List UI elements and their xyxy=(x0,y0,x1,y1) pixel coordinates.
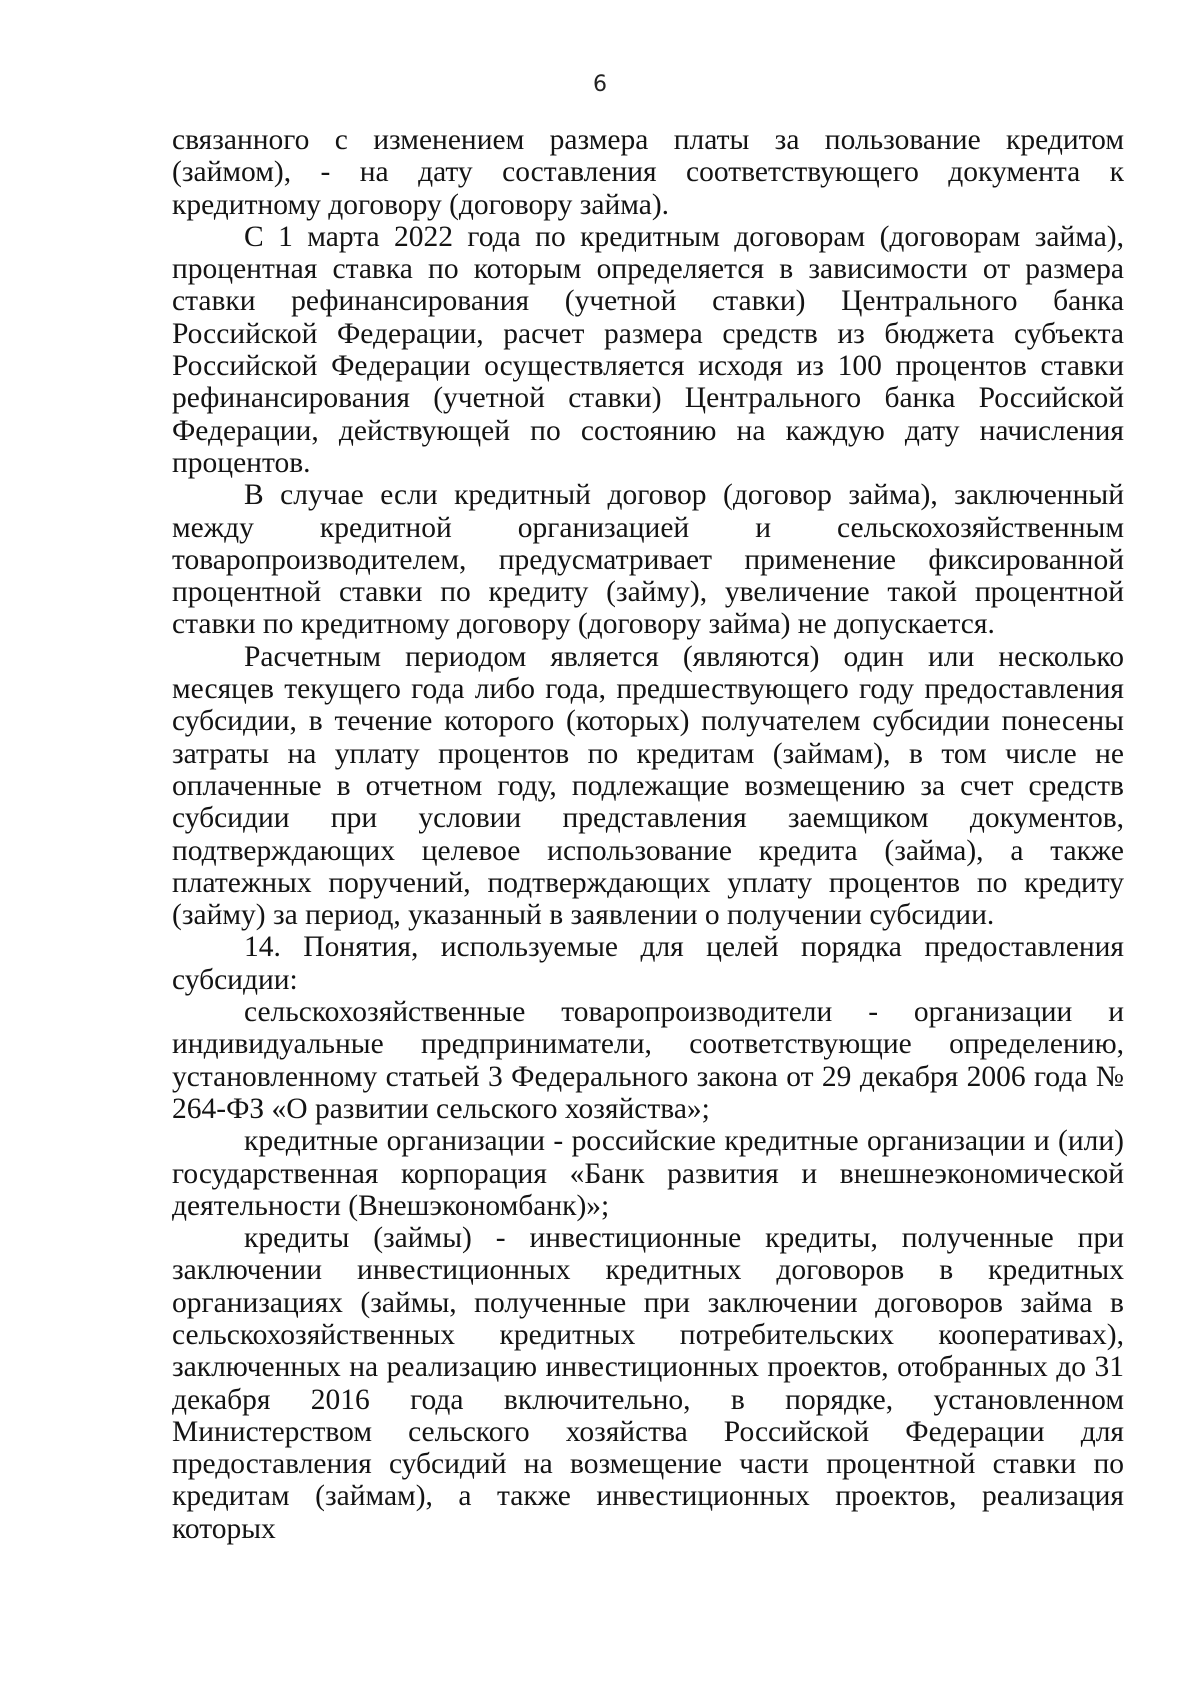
paragraph: Расчетным периодом является (являются) один или несколько месяцев текущего года либо года, предшествующего году предоставления субсидии, в течение которого (которых) получателем субсидии понесены затраты на уплату процентов по кредитам (займам), в том числе не оплаченные в отчетном году, подлежащие возмещению за счет средств субсидии при условии представления заемщиком документов, подтверждающих целевое использование кредита (займа), а также платежных поручений, подтверждающих уплату процентов по кредиту (займу) за период, указанный в заявлении о получении субсидии. xyxy=(172,640,1124,932)
paragraph: сельскохозяйственные товаропроизводители - организации и индивидуальные предприниматели, соответствующие определению, установленному статьей 3 Федерального закона от 29 декабря 2006 года № 264-ФЗ «О развитии сельского хозяйства»; xyxy=(172,996,1124,1125)
document-body xyxy=(172,124,1124,1545)
paragraph: В случае если кредитный договор (договор займа), заключенный между кредитной организацией и сельскохозяйственным товаропроизводителем, предусматривает применение фиксированной процентной ставки по кредиту (займу), увеличение такой процентной ставки по кредитному договору (договору займа) не допускается. xyxy=(172,479,1124,641)
paragraph: кредитные организации - российские кредитные организации и (или) государственная корпорация «Банк развития и внешнеэкономической деятельности (Внешэкономбанк)»; xyxy=(172,1125,1124,1222)
paragraph: связанного с изменением размера платы за пользование кредитом (займом), - на дату составления соответствующего документа к кредитному договору (договору займа). xyxy=(172,124,1124,221)
page-number: 6 xyxy=(593,72,607,97)
paragraph: С 1 марта 2022 года по кредитным договорам (договорам займа), процентная ставка по которым определяется в зависимости от размера ставки рефинансирования (учетной ставки) Центрального банка Российской Федерации, расчет размера средств из бюджета субъекта Российской Федерации осуществляется исходя из 100 процентов ставки рефинансирования (учетной ставки) Центрального банка Российской Федерации, действующей по состоянию на каждую дату начисления процентов. xyxy=(172,220,1124,479)
paragraph: 14. Понятия, используемые для целей порядка предоставления субсидии: xyxy=(172,931,1124,996)
paragraph: кредиты (займы) - инвестиционные кредиты, полученные при заключении инвестиционных кредитных договоров в кредитных организациях (займы, полученные при заключении договоров займа в сельскохозяйственных кредитных потребительских кооперативах), заключенных на реализацию инвестиционных проектов, отобранных до 31 декабря 2016 года включительно, в порядке, установленном Министерством сельского хозяйства Российской Федерации для предоставления субсидий на возмещение части процентной ставки по кредитам (займам), а также инвестиционных проектов, реализация которых xyxy=(172,1222,1124,1545)
